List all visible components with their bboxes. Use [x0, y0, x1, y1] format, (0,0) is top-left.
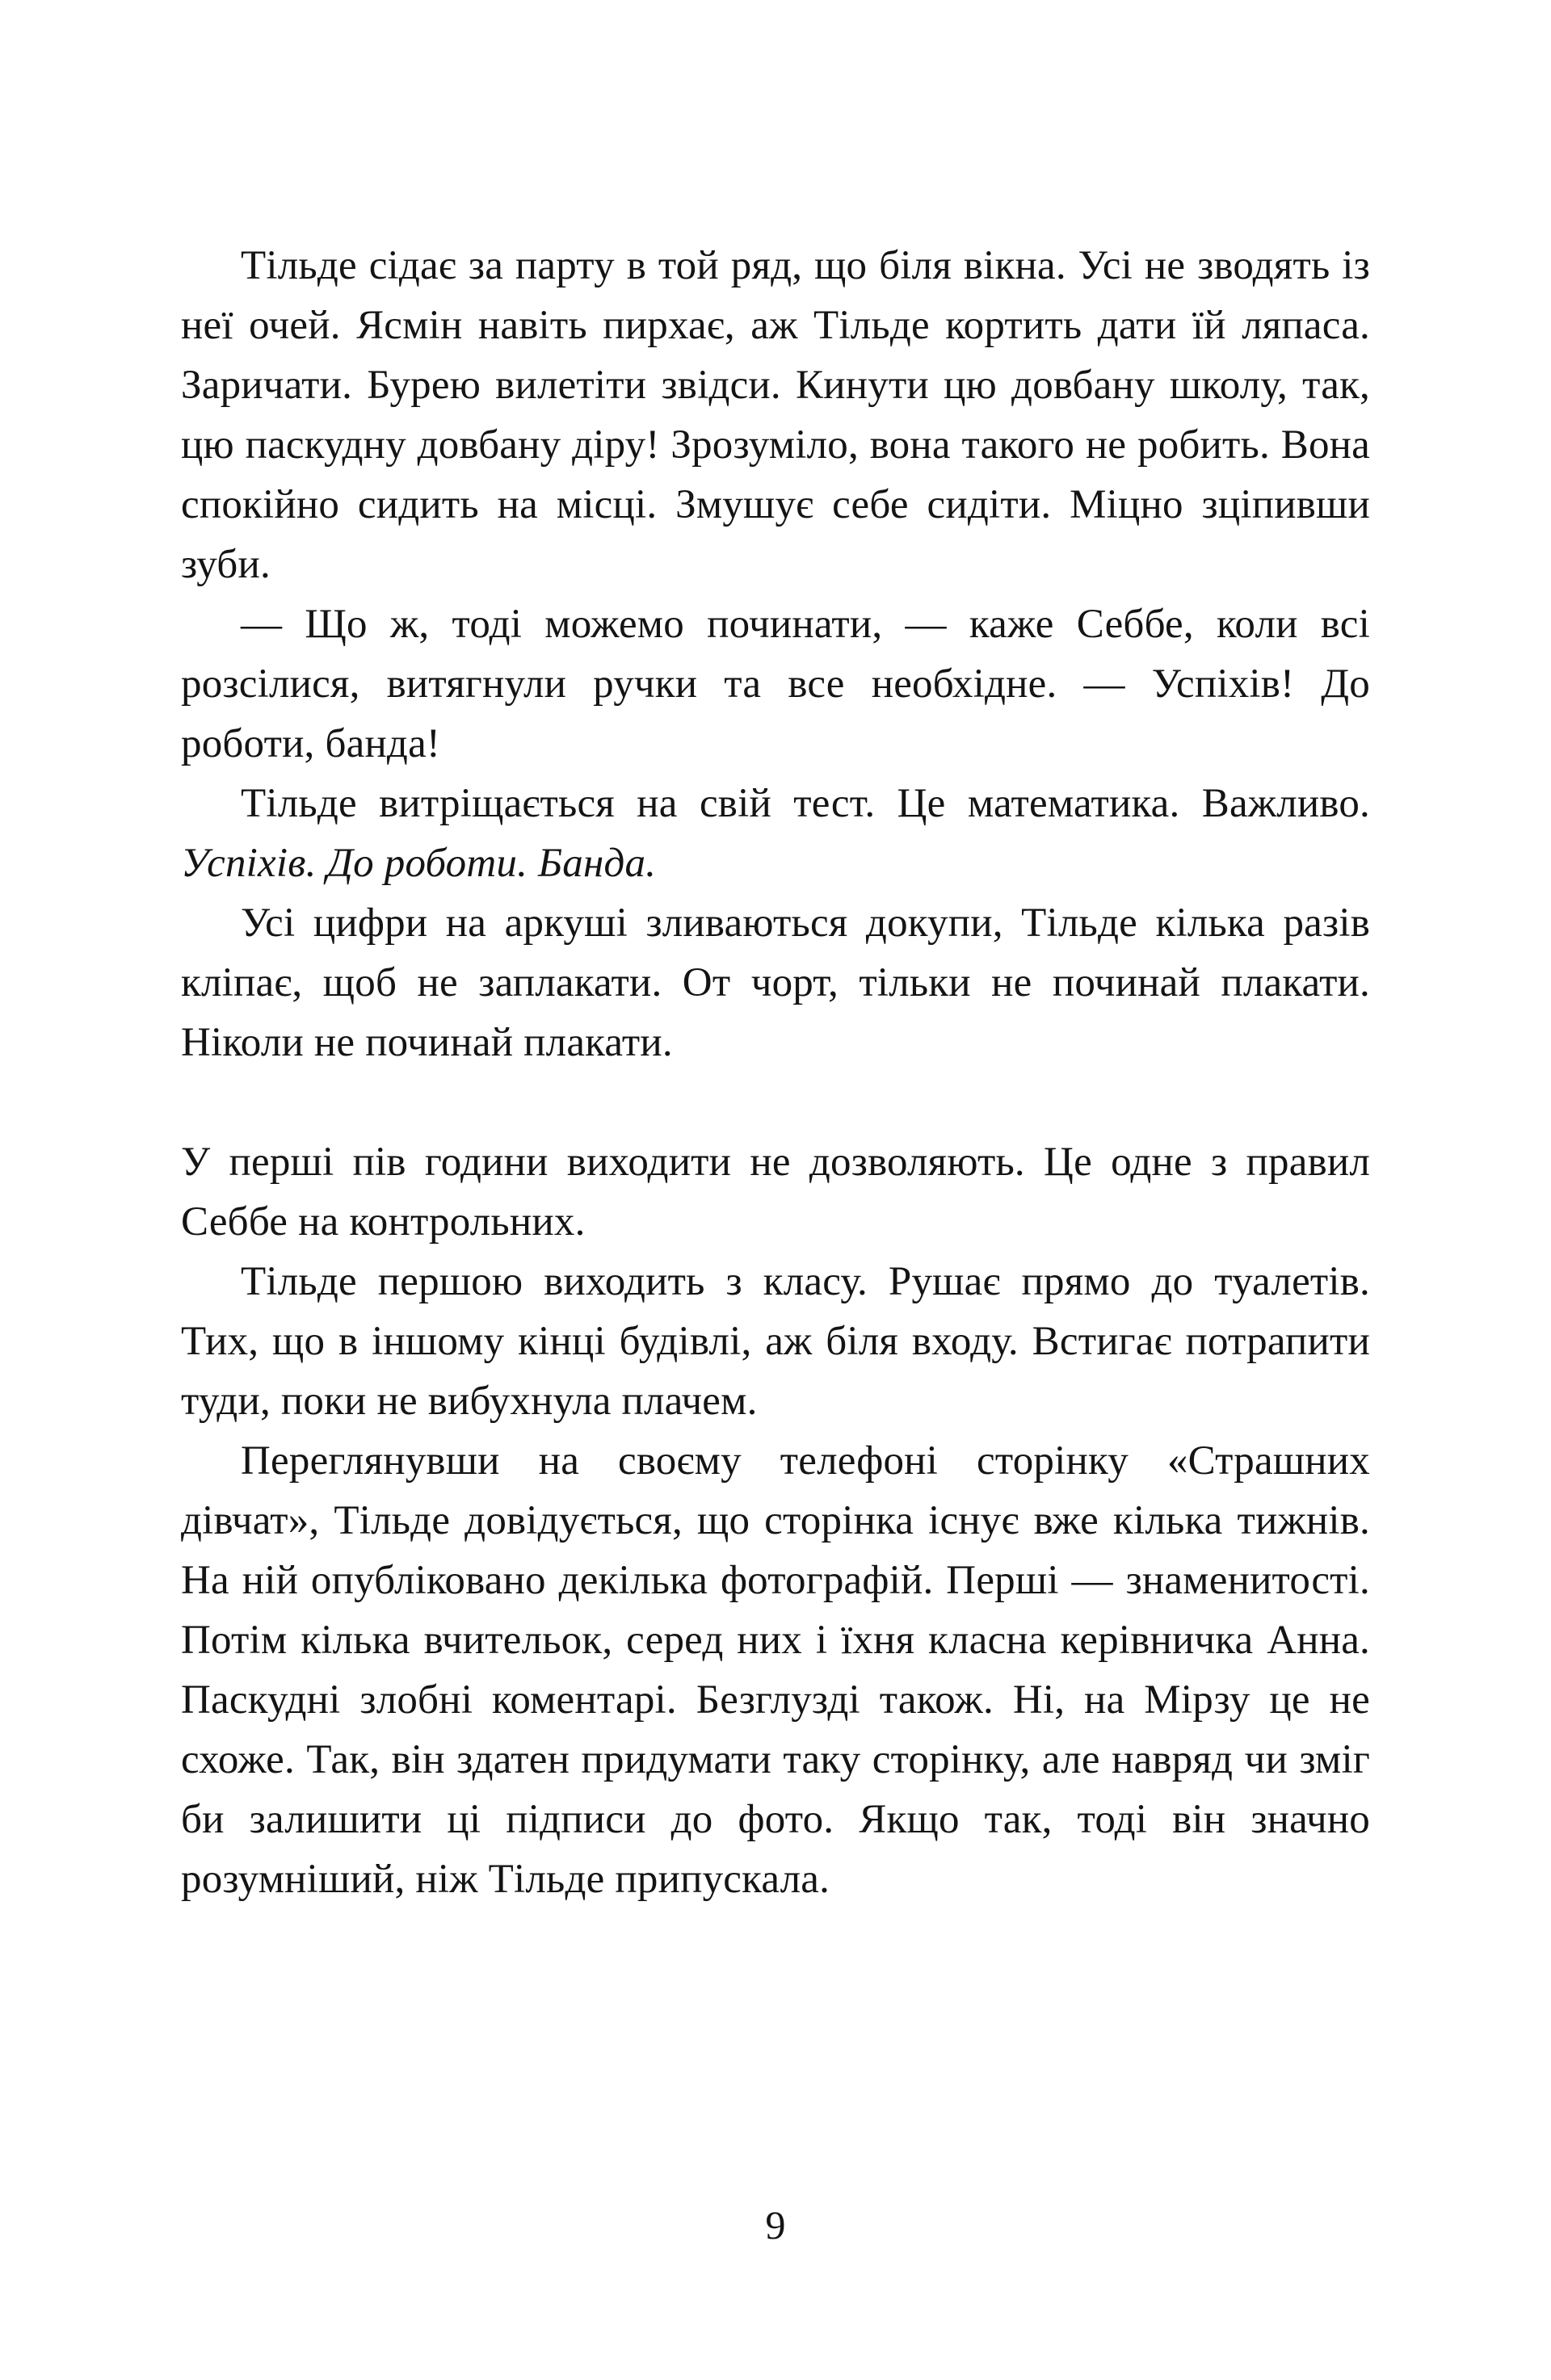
page-number: 9	[765, 2202, 786, 2248]
paragraph-3	[181, 774, 1370, 893]
paragraph-7: Переглянувши на своєму телефоні сторінку «Страшних дівчат», Тільде довідується, що сторінка існує вже кілька тижнів. На ній опубліковано декілька фотографій. Перші — знаменитості. Потім кілька вчительок, серед них і їхня класна керівничка Анна. Паскудні злобні коментарі. Безглузді також. Ні, на Мірзу це не схоже. Так, він здатен придумати таку сторінку, але навряд чи зміг би залишити ці підписи до фото. Якщо так, тоді він значно розумніший, ніж Тільде припускала.	[181, 1438, 1370, 1902]
paragraph-3-italic-text: Успіхів. До роботи. Банда.	[181, 841, 657, 886]
paragraph-2-dialogue: — Що ж, тоді можемо починати, — каже Себбе, коли всі розсілися, витягнули ручки та все необхідне. — Успіхів! До роботи, банда!	[181, 602, 1370, 766]
paragraph-6: Тільде першою виходить з класу. Рушає прямо до туалетів. Тих, що в іншому кінці будівлі, аж біля входу. Встигає потрапити туди, поки не вибухнула плачем.	[181, 1259, 1370, 1424]
paragraph-4: Усі цифри на аркуші зливаються докупи, Тільде кілька разів кліпає, щоб не заплакати. От чорт, тільки не починай плакати. Ніколи не починай плакати.	[181, 900, 1370, 1065]
paragraph-3-text: Тільде витріщається на свій тест. Це математика. Важливо.	[241, 781, 1370, 826]
page-text	[181, 236, 1370, 1909]
paragraph-5-section-start: У перші пів години виходити не дозволяють. Це одне з правил Себбе на контрольних.	[181, 1140, 1370, 1245]
paragraph-1: Тільде сідає за парту в той ряд, що біля вікна. Усі не зводять із неї очей. Ясмін навіть пирхає, аж Тільде кортить дати їй ляпаса. Заричати. Бурею вилетіти звідси. Кинути цю довбану школу, так, цю паскудну довбану діру! Зрозуміло, вона такого не робить. Вона спокійно сидить на місці. Змушує себе сидіти. Міцно зціпивши зуби.	[181, 243, 1370, 587]
